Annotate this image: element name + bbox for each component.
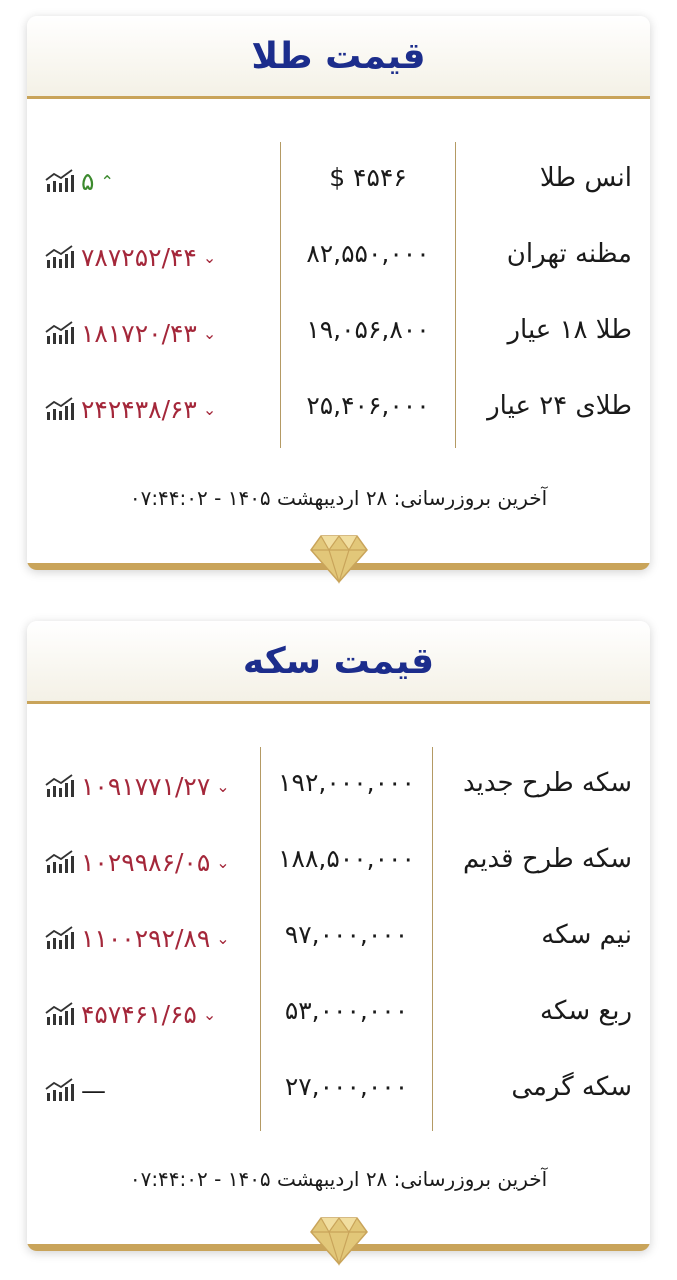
- diamond-icon: [309, 1214, 369, 1266]
- coin-card-header: [27, 621, 650, 704]
- change-value: ۷۸۷۲۵۲/۴۴: [81, 242, 197, 272]
- price-row: [27, 231, 650, 281]
- item-name: انس طلا: [539, 163, 632, 193]
- item-name: ربع سکه: [540, 996, 632, 1026]
- change-value: ۵: [81, 166, 95, 196]
- price-row: [27, 912, 650, 962]
- price-row: [27, 836, 650, 886]
- item-price: ۱۹۲,۰۰۰,۰۰۰: [278, 768, 415, 797]
- item-price: ۲۷,۰۰۰,۰۰۰: [284, 1072, 409, 1101]
- item-name: سکه طرح قدیم: [462, 844, 632, 874]
- item-change: [45, 994, 216, 1034]
- chart-trend-icon[interactable]: [45, 774, 75, 798]
- item-price: ۱۹,۰۵۶,۸۰۰: [306, 315, 430, 344]
- price-row: [27, 307, 650, 357]
- chevron-down-icon: ⌄: [202, 323, 217, 343]
- chevron-down-icon: ⌄: [202, 247, 217, 267]
- change-value: ۲۴۲۴۳۸/۶۳: [81, 394, 197, 424]
- gold-card-title: قیمت طلا: [251, 35, 426, 77]
- change-value: ۱۸۱۷۲۰/۴۳: [81, 318, 197, 348]
- price-row: [27, 383, 650, 433]
- item-name: طلا ۱۸ عیار: [507, 315, 632, 345]
- chevron-down-icon: ⌄: [216, 928, 230, 948]
- item-name: طلای ۲۴ عیار: [487, 391, 632, 421]
- price-row: [27, 1064, 650, 1114]
- item-price: $ ۴۵۴۶: [329, 163, 407, 192]
- chart-trend-icon[interactable]: [45, 1002, 75, 1026]
- chart-trend-icon[interactable]: [45, 850, 75, 874]
- item-change: [45, 766, 230, 806]
- item-change: [45, 842, 230, 882]
- chevron-down-icon: ⌄: [216, 852, 230, 872]
- price-row: [27, 988, 650, 1038]
- item-price: ۲۵,۴۰۶,۰۰۰: [306, 391, 430, 420]
- chart-trend-icon[interactable]: [45, 321, 75, 345]
- item-price: ۵۳,۰۰۰,۰۰۰: [284, 996, 409, 1025]
- price-row: [27, 760, 650, 810]
- item-price: ۹۷,۰۰۰,۰۰۰: [284, 920, 409, 949]
- item-change: [45, 389, 216, 429]
- item-price: ۸۲,۵۵۰,۰۰۰: [306, 239, 430, 268]
- coin-price-card: [27, 621, 650, 1251]
- chevron-up-icon: ⌃: [100, 171, 114, 191]
- item-name: سکه طرح جدید: [462, 768, 632, 798]
- chevron-down-icon: ⌄: [202, 399, 217, 419]
- change-value: ۱۰۲۹۹۸۶/۰۵: [81, 847, 211, 877]
- change-value: ۴۵۷۴۶۱/۶۵: [81, 999, 197, 1029]
- item-change: [45, 918, 230, 958]
- change-value: —: [81, 1075, 107, 1105]
- gold-card-header: [27, 16, 650, 99]
- item-change: [45, 161, 114, 201]
- chart-trend-icon[interactable]: [45, 397, 75, 421]
- gold-price-card: [27, 16, 650, 570]
- change-value: ۱۰۹۱۷۷۱/۲۷: [81, 771, 211, 801]
- coin-card-title: قیمت سکه: [242, 640, 435, 682]
- last-update: آخرین بروزرسانی: ۲۸ اردیبهشت ۱۴۰۵ - ۰۷:۴۴:۰۲: [129, 1167, 548, 1191]
- item-change: [45, 313, 216, 353]
- item-name: مظنه تهران: [506, 239, 632, 269]
- chevron-down-icon: ⌄: [216, 776, 230, 796]
- item-name: سکه گرمی: [511, 1072, 632, 1102]
- chart-trend-icon[interactable]: [45, 926, 75, 950]
- diamond-icon: [309, 532, 369, 584]
- last-update: آخرین بروزرسانی: ۲۸ اردیبهشت ۱۴۰۵ - ۰۷:۴۴:۰۲: [129, 486, 548, 510]
- chart-trend-icon[interactable]: [45, 245, 75, 269]
- item-change: [45, 237, 216, 277]
- change-value: ۱۱۰۰۲۹۲/۸۹: [81, 923, 211, 953]
- chevron-down-icon: ⌄: [202, 1004, 217, 1024]
- chart-trend-icon[interactable]: [45, 169, 75, 193]
- price-row: [27, 155, 650, 205]
- item-price: ۱۸۸,۵۰۰,۰۰۰: [278, 844, 415, 873]
- item-change: [45, 1070, 107, 1110]
- chart-trend-icon[interactable]: [45, 1078, 75, 1102]
- item-name: نیم سکه: [541, 920, 632, 950]
